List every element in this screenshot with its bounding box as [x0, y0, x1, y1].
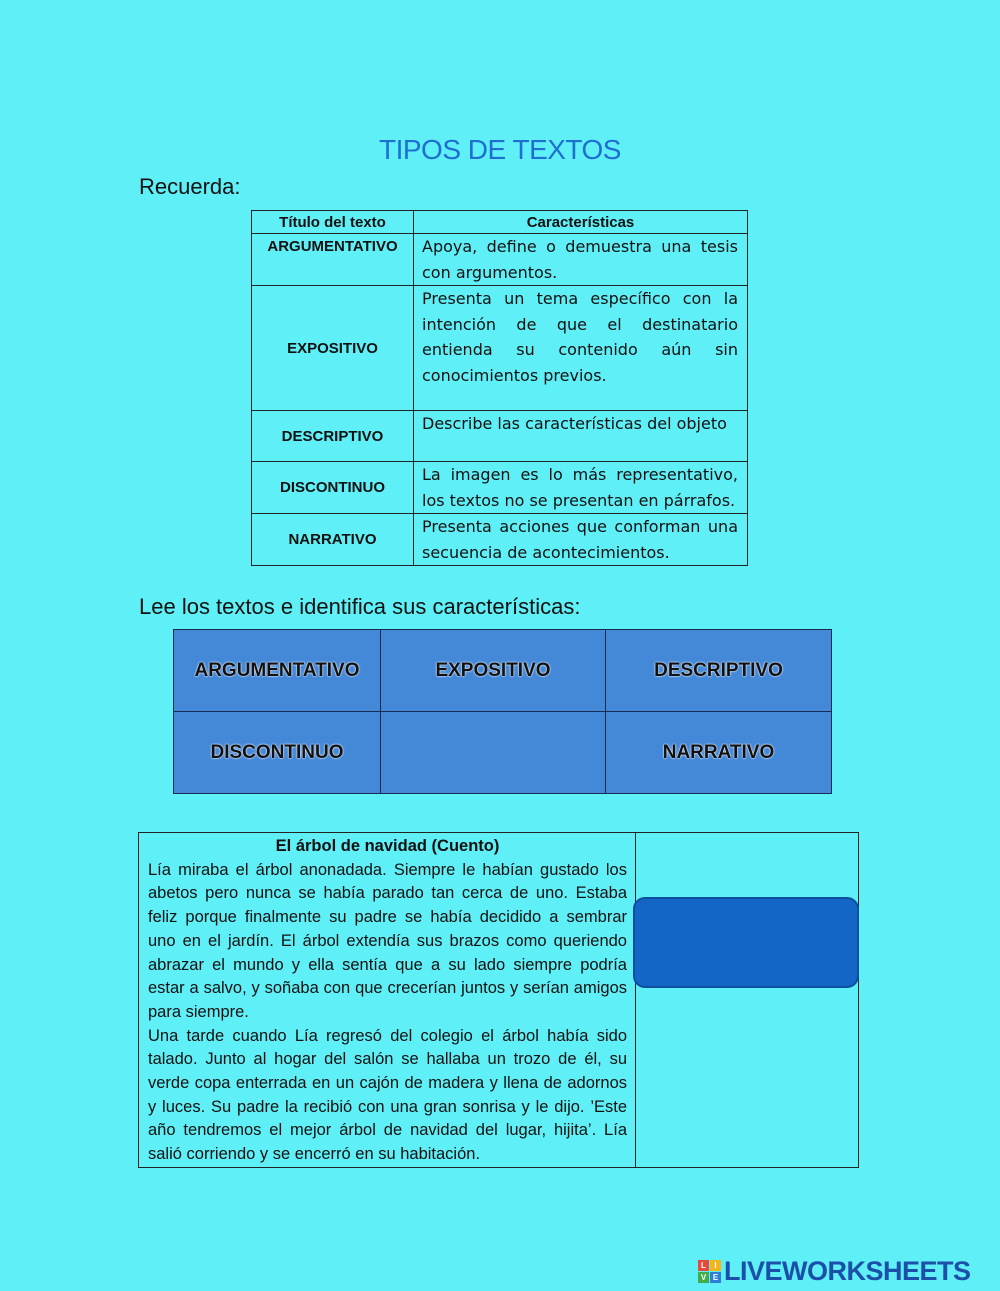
reference-row — [252, 234, 748, 286]
option-narrativo[interactable]: NARRATIVO — [606, 712, 832, 794]
reference-table — [251, 210, 748, 566]
reference-row — [252, 411, 748, 462]
page-title: TIPOS DE TEXTOS — [379, 134, 621, 165]
text-type-description: Presenta acciones que conforman una secuencia de acontecimientos. — [414, 514, 748, 566]
text-type-name: DISCONTINUO — [252, 462, 414, 514]
liveworksheets-logo-icon — [698, 1260, 721, 1283]
reference-header-row — [252, 211, 748, 234]
reference-row — [252, 286, 748, 411]
text-type-description: Describe las características del objeto — [414, 411, 748, 462]
logo-letter: I — [710, 1260, 721, 1271]
text-type-name: EXPOSITIVO — [252, 286, 414, 411]
option-discontinuo[interactable]: DISCONTINUO — [174, 712, 381, 794]
answer-drop-box[interactable] — [633, 897, 859, 988]
recall-label: Recuerda: — [139, 174, 241, 199]
reference-row — [252, 462, 748, 514]
text-type-name: ARGUMENTATIVO — [252, 234, 414, 286]
instruction-label: Lee los textos e identifica sus características: — [139, 594, 581, 619]
reference-row — [252, 514, 748, 566]
option-expositivo[interactable]: EXPOSITIVO — [381, 630, 606, 712]
text-type-description: La imagen es lo más representativo, los textos no se presentan en párrafos. — [414, 462, 748, 514]
header-title: Título del texto — [252, 211, 414, 234]
text-type-name: DESCRIPTIVO — [252, 411, 414, 462]
logo-letter: V — [698, 1272, 709, 1283]
option-argumentativo[interactable]: ARGUMENTATIVO — [174, 630, 381, 712]
liveworksheets-brand — [698, 1256, 971, 1286]
logo-letter: E — [710, 1272, 721, 1283]
story-table — [138, 832, 859, 1168]
text-type-description: Apoya, define o demuestra una tesis con argumentos. — [414, 234, 748, 286]
option-empty-cell — [381, 712, 606, 794]
header-characteristics: Características — [414, 211, 748, 234]
option-descriptivo[interactable]: DESCRIPTIVO — [606, 630, 832, 712]
text-type-name: NARRATIVO — [252, 514, 414, 566]
answer-options-grid — [173, 629, 832, 794]
answer-cell — [636, 833, 859, 1168]
story-title: El árbol de navidad (Cuento) — [275, 837, 500, 855]
text-type-description: Presenta un tema específico con la intención de que el destinatario entienda su contenido aún sin conocimientos previos. — [414, 286, 748, 411]
brand-name: LIVEWORKSHEETS — [724, 1255, 971, 1286]
story-cell — [139, 833, 636, 1168]
logo-letter: L — [698, 1260, 709, 1271]
story-paragraph: Lía miraba el árbol anonadada. Siempre le habían gustado los abetos pero nunca se había parado tan cerca de uno. Estaba feliz porque finalmente su padre se había decidido a sembrar uno en el jardín. El árbol extendía sus brazos como queriendo abrazar el mundo y ella sentía que a su lado siempre podría estar a salvo, y soñaba con que crecerían juntos y serían amigos para siempre. — [148, 860, 627, 1021]
story-paragraph: Una tarde cuando Lía regresó del colegio el árbol había sido talado. Junto al hogar del salón se hallaba un trozo de él, su verde copa enterrada en un cajón de madera y llena de adornos y luces. Su padre la recibió con una gran sonrisa y le dijo. ’Este año tendremos el mejor árbol de navidad del lugar, hijita’. Lía salió corriendo y se encerró en su habitación. — [148, 1026, 627, 1164]
